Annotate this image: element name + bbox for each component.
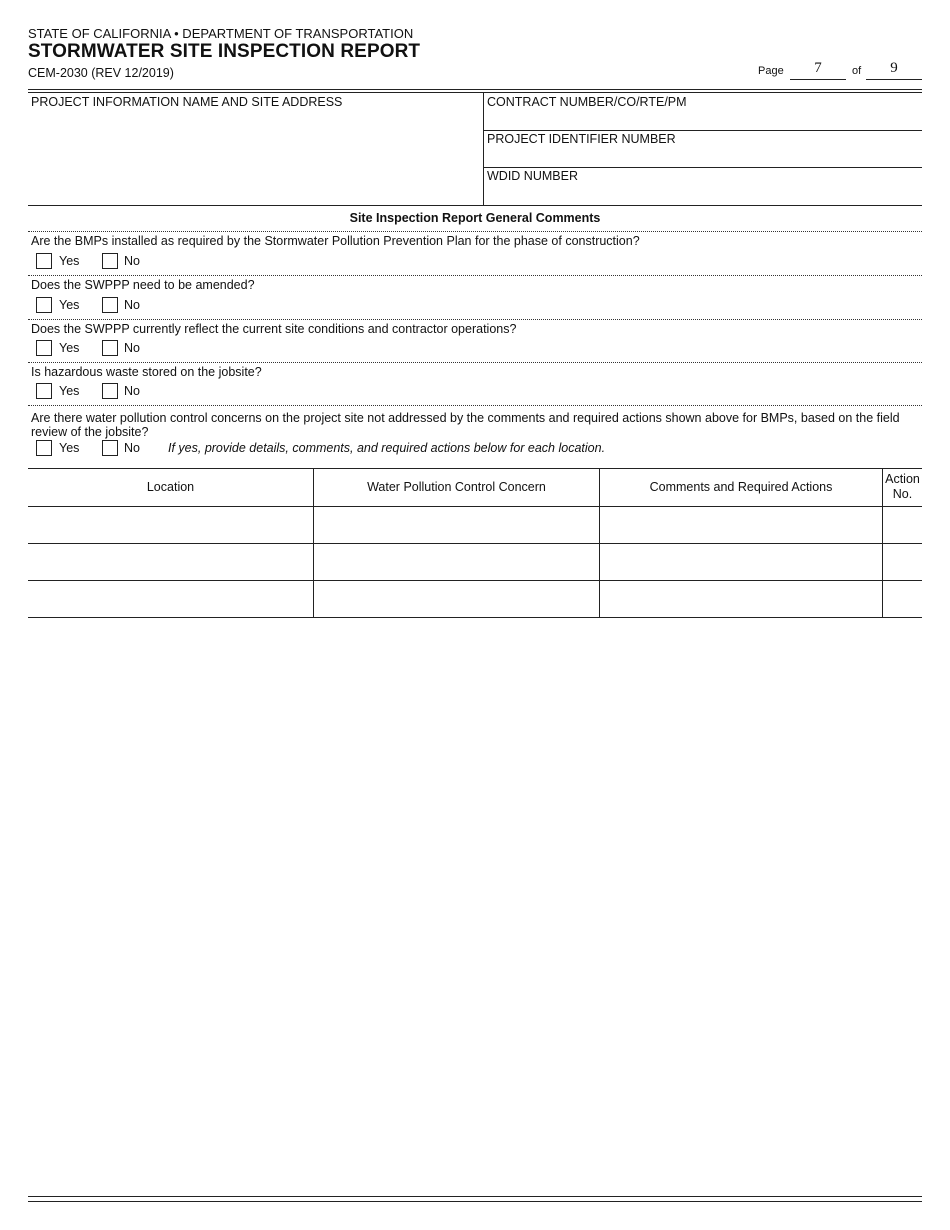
col-header-location: Location — [146, 480, 195, 494]
form-title: STORMWATER SITE INSPECTION REPORT — [28, 41, 421, 62]
project-identifier-field[interactable] — [484, 131, 922, 167]
row-2-action-no-cell[interactable] — [883, 544, 922, 580]
swppp-amended-yes-label: Yes — [59, 298, 80, 312]
question-bmps-installed: Are the BMPs installed as required by the Stormwater Pollution Prevention Plan for the phase of construction? — [31, 234, 640, 248]
general-comments-title: Site Inspection Report General Comments — [349, 211, 601, 225]
top-rule-1 — [28, 89, 922, 90]
row-3-action-no-cell[interactable] — [883, 581, 922, 617]
table-top-rule — [28, 468, 922, 469]
row-2-comments-cell[interactable] — [600, 544, 882, 580]
contract-number-label: CONTRACT NUMBER/CO/RTE/PM — [487, 95, 687, 109]
form-number: CEM-2030 (REV 12/2019) — [28, 66, 174, 80]
wdid-number-label: WDID NUMBER — [487, 169, 578, 183]
bmps-installed-no-checkbox[interactable] — [102, 253, 118, 269]
page-number-field[interactable]: 7 — [814, 60, 822, 76]
question-divider — [28, 362, 922, 363]
page-number-underline — [790, 79, 846, 80]
pollution-concerns-yes-label: Yes — [59, 441, 80, 455]
hazardous-waste-no-label: No — [124, 384, 140, 398]
row-1-comments-cell[interactable] — [600, 507, 882, 543]
agency-line: STATE OF CALIFORNIA • DEPARTMENT OF TRANSPORTATION — [28, 26, 414, 41]
swppp-reflects-yes-label: Yes — [59, 341, 80, 355]
row-1-location-cell[interactable] — [28, 507, 313, 543]
swppp-amended-no-label: No — [124, 298, 140, 312]
pollution-concerns-no-checkbox[interactable] — [102, 440, 118, 456]
question-swppp-amended: Does the SWPPP need to be amended? — [31, 278, 255, 292]
hazardous-waste-yes-checkbox[interactable] — [36, 383, 52, 399]
swppp-amended-yes-checkbox[interactable] — [36, 297, 52, 313]
of-label: of — [852, 65, 862, 77]
question-swppp-reflects-conditions: Does the SWPPP currently reflect the current site conditions and contractor operations? — [31, 322, 517, 336]
table-bottom-rule — [28, 617, 922, 618]
question-hazardous-waste: Is hazardous waste stored on the jobsite? — [31, 365, 262, 379]
row-3-comments-cell[interactable] — [600, 581, 882, 617]
footer-rule-2 — [28, 1201, 922, 1202]
bmps-installed-no-label: No — [124, 254, 140, 268]
project-identifier-label: PROJECT IDENTIFIER NUMBER — [487, 132, 676, 146]
question-divider — [28, 405, 922, 406]
pollution-concerns-yes-checkbox[interactable] — [36, 440, 52, 456]
col-header-action-no: Action No. — [885, 472, 920, 501]
question-divider — [28, 319, 922, 320]
question-pollution-concerns: Are there water pollution control concerns on the project site not addressed by the comments and required actions shown above for BMPs, based on the field review of the jobsite? — [31, 411, 900, 439]
row-3-concern-cell[interactable] — [314, 581, 599, 617]
hazardous-waste-yes-label: Yes — [59, 384, 80, 398]
row-2-location-cell[interactable] — [28, 544, 313, 580]
question-divider — [28, 275, 922, 276]
followup-note: If yes, provide details, comments, and required actions below for each location. — [168, 441, 606, 455]
col-header-comments: Comments and Required Actions — [649, 480, 833, 494]
bmps-installed-yes-label: Yes — [59, 254, 80, 268]
bmps-installed-yes-checkbox[interactable] — [36, 253, 52, 269]
swppp-reflects-no-checkbox[interactable] — [102, 340, 118, 356]
project-name-address-label: PROJECT INFORMATION NAME AND SITE ADDRESS — [31, 95, 343, 109]
hazardous-waste-no-checkbox[interactable] — [102, 383, 118, 399]
page-total-field[interactable]: 9 — [890, 60, 898, 76]
swppp-reflects-yes-checkbox[interactable] — [36, 340, 52, 356]
page-total-underline — [866, 79, 922, 80]
footer-rule-1 — [28, 1196, 922, 1197]
row-1-concern-cell[interactable] — [314, 507, 599, 543]
swppp-amended-no-checkbox[interactable] — [102, 297, 118, 313]
project-block-bottom-rule — [28, 205, 922, 206]
pollution-concerns-no-label: No — [124, 441, 140, 455]
wdid-number-field[interactable] — [484, 168, 922, 204]
page-label: Page — [758, 65, 784, 77]
contract-number-field[interactable] — [484, 93, 922, 130]
swppp-reflects-no-label: No — [124, 341, 140, 355]
section-title-rule — [28, 231, 922, 232]
project-name-address-field[interactable] — [28, 93, 482, 205]
col-header-concern: Water Pollution Control Concern — [367, 480, 546, 494]
row-2-concern-cell[interactable] — [314, 544, 599, 580]
row-1-action-no-cell[interactable] — [883, 507, 922, 543]
row-3-location-cell[interactable] — [28, 581, 313, 617]
